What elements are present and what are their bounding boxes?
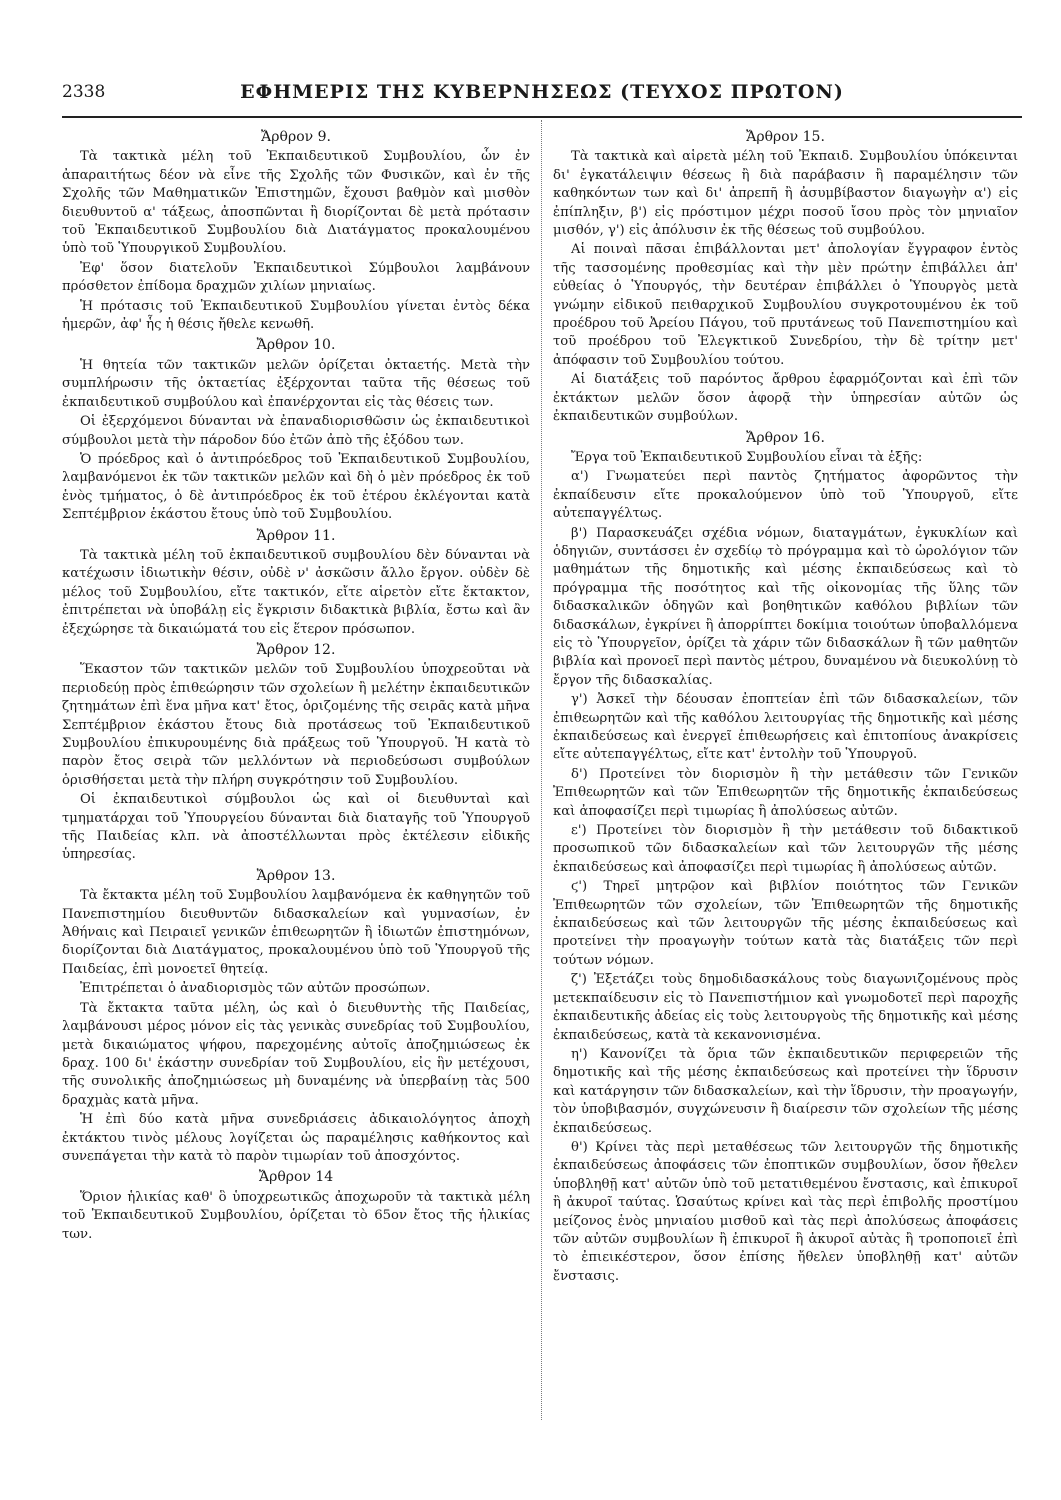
article-9-paragraph: Τὰ τακτικὰ μέλη τοῦ Ἐκπαιδευτικοῦ Συμβουλίου, ὧν ἐν ἀπαραιτήτως δέον νὰ εἶνε τῆς Σχολῆς τῶν Φυσικῶν, καὶ ἐν τῆς Σχολῆς τῶν Μαθηματικῶν Ἐπιστημῶν, ἔχουσι βαθμὸν καὶ μισθὸν διευθυντοῦ α' τάξεως, ἀποσπῶνται ἢ διορίζονται δὲ μετὰ πρότασιν τοῦ Ἐκπαιδευτικοῦ Συμβουλίου διὰ Διατάγματος προκαλουμένου ὑπὸ τοῦ Ὑπουργικοῦ Συμβουλίου. bbox=[62, 149, 530, 257]
article-12-paragraph: Ἕκαστον τῶν τακτικῶν μελῶν τοῦ Συμβουλίου ὑποχρεοῦται νὰ περιοδεύῃ πρὸς ἐπιθεώρησιν τῶν σχολείων ἢ μελέτην ἐκπαιδευτικῶν ζητημάτων ἐπὶ ἕνα μῆνα κατ' ἔτος, ὁριζομένης τῆς σειρᾶς κατὰ μῆνα Σεπτέμβριον ἑκάστου ἔτους διὰ προτάσεως τοῦ Ἐκπαιδευτικοῦ Συμβουλίου ἐπικυρουμένης διὰ πράξεως τοῦ Ὑπουργοῦ. Ἡ κατὰ τὸ παρὸν ἔτος σειρὰ τῶν μελλόντων νὰ περιοδεύσωσι συμβούλων ὁρισθήσεται μετὰ τὴν πλήρη συγκρότησιν τοῦ Συμβουλίου. bbox=[62, 662, 530, 788]
article-16-item-d: δ') Προτείνει τὸν διορισμὸν ἢ τὴν μετάθεσιν τῶν Γενικῶν Ἐπιθεωρητῶν καὶ τῶν Ἐπιθεωρητῶν τῆς δημοτικῆς ἐκπαιδεύσεως καὶ ἀποφασίζει περὶ τιμωρίας ἢ ἀπολύσεως αὐτῶν. bbox=[553, 766, 1018, 819]
article-12-paragraph: Οἱ ἐκπαιδευτικοὶ σύμβουλοι ὡς καὶ οἱ διευθυνταὶ καὶ τμηματάρχαι τοῦ Ὑπουργείου δύνανται διὰ διαταγῆς τοῦ Ὑπουργοῦ τῆς Παιδείας κλπ. νὰ ἀποστέλλωνται πρὸς ἐκτέλεσιν εἰδικῆς ὑπηρεσίας. bbox=[62, 792, 530, 863]
header-rule bbox=[62, 116, 1022, 118]
article-15-paragraph: Αἱ διατάξεις τοῦ παρόντος ἄρθρου ἐφαρμόζονται καὶ ἐπὶ τῶν ἐκτάκτων μελῶν ὅσον ἀφορᾷ τὴν ὑπηρεσίαν αὐτῶν ὡς ἐκπαιδευτικῶν συμβούλων. bbox=[553, 372, 1018, 425]
article-10-paragraph: Ὁ πρόεδρος καὶ ὁ ἀντιπρόεδρος τοῦ Ἐκπαιδευτικοῦ Συμβουλίου, λαμβανόμενοι ἐκ τῶν τακτικῶν μελῶν καὶ δὴ ὁ μὲν πρόεδρος ἐκ τοῦ ἑνὸς τμήματος, ὁ δὲ ἀντιπρόεδρος ἐκ τοῦ ἑτέρου ἐκλέγονται κατὰ Σεπτέμβριον ἑκάστου ἔτους ὑπὸ τοῦ Συμβουλίου. bbox=[62, 451, 530, 523]
column-divider bbox=[541, 120, 542, 1420]
article-13-paragraph: Τὰ ἔκτακτα ταῦτα μέλη, ὡς καὶ ὁ διευθυντὴς τῆς Παιδείας, λαμβάνουσι μέρος μόνον εἰς τὰς γενικὰς συνεδρίας τοῦ Συμβουλίου, μετὰ δικαιώματος ψήφου, παρεχομένης αὐτοῖς ἀποζημιώσεως ἐκ δραχ. 100 δι' ἑκάστην συνεδρίαν τοῦ Συμβουλίου, εἰς ἣν μετέχουσι, τῆς συνολικῆς ἀποζημιώσεως μὴ δυναμένης νὰ ὑπερβαίνῃ τὰς 500 δραχμὰς κατὰ μῆνα. bbox=[62, 1000, 530, 1108]
article-10-paragraph: Οἱ ἐξερχόμενοι δύνανται νὰ ἐπαναδιορισθῶσιν ὡς ἐκπαιδευτικοὶ σύμβουλοι μετὰ τὴν πάροδον δύο ἐτῶν ἀπὸ τῆς ἐξόδου των. bbox=[62, 414, 530, 448]
right-column bbox=[553, 126, 1018, 1287]
article-13-paragraph: Τὰ ἔκτακτα μέλη τοῦ Συμβουλίου λαμβανόμενα ἐκ καθηγητῶν τοῦ Πανεπιστημίου διευθυντῶν διδασκαλείων καὶ γυμνασίων, ἐν Ἀθήναις καὶ Πειραιεῖ γενικῶν ἐπιθεωρητῶν ἢ ἰδιωτῶν ἐπιστημόνων, διορίζονται διὰ Διατάγματος, προκαλουμένου ὑπὸ τοῦ Ὑπουργοῦ τῆς Παιδείας, ἐπὶ μονοετεῖ θητείᾳ. bbox=[62, 888, 530, 977]
article-10-paragraph: Ἡ θητεία τῶν τακτικῶν μελῶν ὁρίζεται ὀκταετής. Μετὰ τὴν συμπλήρωσιν τῆς ὀκταετίας ἐξέρχονται ταῦτα τῆς θέσεως τοῦ ἐκπαιδευτικοῦ συμβούλου καὶ ἐπανέρχονται εἰς τὰς θέσεις των. bbox=[62, 357, 530, 410]
article-11-paragraph: Τὰ τακτικὰ μέλη τοῦ ἐκπαιδευτικοῦ συμβουλίου δὲν δύνανται νὰ κατέχωσιν ἰδιωτικὴν θέσιν, οὐδὲ ν' ἀσκῶσιν ἄλλο ἔργον. οὐδὲν δὲ μέλος τοῦ Συμβουλίου, εἴτε τακτικόν, εἴτε αἱρετὸν εἴτε ἔκτακτον, ἐπιτρέπεται νὰ ὑποβάλῃ εἰς ἔγκρισιν διδακτικὰ βιβλία, ἔστω καὶ ἂν ἐξεχώρησε τὰ δικαιώματά του εἰς ἕτερον πρόσωπον. bbox=[62, 547, 530, 637]
article-14-title: Ἄρθρον 14 bbox=[258, 1169, 334, 1186]
article-16-item-a: α') Γνωματεύει περὶ παντὸς ζητήματος ἀφορῶντος τὴν ἐκπαίδευσιν εἴτε προκαλούμενον ὑπὸ τοῦ Ὑπουργοῦ, εἴτε αὐτεπαγγέλτως. bbox=[553, 469, 1018, 522]
article-16-title: Ἄρθρον 16. bbox=[746, 429, 825, 446]
article-13-title: Ἄρθρον 13. bbox=[256, 867, 336, 884]
article-16-item-e: ε') Προτείνει τὸν διορισμὸν ἢ τὴν μετάθεσιν τοῦ διδακτικοῦ προσωπικοῦ τῶν διδασκαλείων καὶ τῶν λειτουργῶν τῆς μέσης ἐκπαιδεύσεως καὶ ἀποφασίζει περὶ τιμωρίας ἢ ἀπολύσεως αὐτῶν. bbox=[553, 823, 1018, 875]
article-13-paragraph: Ἐπιτρέπεται ὁ ἀναδιορισμὸς τῶν αὐτῶν προσώπων. bbox=[80, 981, 431, 997]
article-16-item-c: γ') Ἀσκεῖ τὴν δέουσαν ἐποπτείαν ἐπὶ τῶν διδασκαλείων, τῶν ἐπιθεωρητῶν καὶ τῆς καθόλου λειτουργίας τῆς δημοτικῆς καὶ μέσης ἐκπαιδεύσεως καὶ ἐνεργεῖ ἐπιθεωρήσεις καὶ ἐπιτοπίους ἀνακρίσεις εἴτε αὐτεπαγγέλτως, εἴτε κατ' ἐντολὴν τοῦ Ὑπουργοῦ. bbox=[553, 692, 1018, 763]
article-16-item-th: θ') Κρίνει τὰς περὶ μεταθέσεως τῶν λειτουργῶν τῆς δημοτικῆς ἐκπαιδεύσεως ἀποφάσεις τῶν ἐποπτικῶν συμβουλίων, ὅσον ἤθελεν ὑποβληθῇ κατ' αὐτῶν ὑπὸ τοῦ μετατιθεμένου ἔνστασις, καὶ ἐπικυροῖ ἢ ἀκυροῖ ταύτας. Ὡσαύτως κρίνει καὶ τὰς περὶ ἐπιβολῆς προστίμου μείζονος ἑνὸς μηνιαίου μισθοῦ καὶ τὰς περὶ ἀπολύσεως ἀποφάσεις τῶν αὐτῶν συμβουλίων ἢ ἐπικυροῖ ἢ ἀκυροῖ αὐτὰς ἢ τροποποιεῖ ἐπὶ τὸ ἐπιεικέστερον, ὅσον ἐπίσης ἤθελεν ὑποβληθῇ κατ' αὐτῶν ἔνστασις. bbox=[553, 1139, 1018, 1284]
article-9-paragraph: Ἐφ' ὅσον διατελοῦν Ἐκπαιδευτικοὶ Σύμβουλοι λαμβάνουν πρόσθετον ἐπίδομα δραχμῶν χιλίων μηνιαίως. bbox=[62, 260, 530, 295]
article-15-paragraph: Αἱ ποιναὶ πᾶσαι ἐπιβάλλονται μετ' ἀπολογίαν ἔγγραφον ἐντὸς τῆς τασσομένης προθεσμίας καὶ τὴν μὲν πρώτην ἐπιβάλλει ἀπ' εὐθείας ὁ Ὑπουργός, τὴν δευτέραν ἐπιβάλλει ὁ Ὑπουργὸς μετὰ γνώμην εἰδικοῦ πειθαρχικοῦ Συμβουλίου συγκροτουμένου ἐκ τοῦ προέδρου τοῦ Ἀρείου Πάγου, τοῦ πρυτάνεως τοῦ Πανεπιστημίου καὶ τοῦ προέδρου τοῦ Ἐλεγκτικοῦ Συνεδρίου, τὴν δὲ τρίτην μετ' ἀπόφασιν τοῦ Συμβουλίου τούτου. bbox=[553, 242, 1018, 368]
page-header bbox=[62, 72, 1022, 112]
article-11-title: Ἄρθρον 11. bbox=[256, 527, 336, 544]
article-15-paragraph: Τὰ τακτικὰ καὶ αἱρετὰ μέλη τοῦ Ἐκπαιδ. Συμβουλίου ὑπόκεινται δι' ἐγκατάλειψιν θέσεως ἢ διὰ παράβασιν ἢ παραμέλησιν τῶν καθηκόντων των καὶ δι' ἀπρεπῆ ἢ ἀσυμβίβαστον διαγωγὴν α') εἰς ἐπίπληξιν, β') εἰς πρόστιμον μέχρι ποσοῦ ἴσου πρὸς τὸν μηνιαῖον μισθόν, γ') εἰς ἀπόλυσιν ἐκ τῆς θέσεως τοῦ συμβούλου. bbox=[553, 149, 1018, 239]
article-10-title: Ἄρθρον 10. bbox=[256, 337, 336, 354]
article-16-item-st: ϛ') Τηρεῖ μητρῷον καὶ βιβλίον ποιότητος τῶν Γενικῶν Ἐπιθεωρητῶν τῶν σχολείων, τῶν Ἐπιθεωρητῶν τῆς δημοτικῆς ἐκπαιδεύσεως καὶ τῶν λειτουργῶν τῆς μέσης ἐκπαιδεύσεως καὶ προτείνει τὴν προαγωγὴν τούτων κατὰ τὰς διατάξεις τῶν περὶ τούτων νόμων. bbox=[553, 879, 1018, 968]
article-9-paragraph: Ἡ πρότασις τοῦ Ἐκπαιδευτικοῦ Συμβουλίου γίνεται ἐντὸς δέκα ἡμερῶν, ἀφ' ἧς ἡ θέσις ἤθελε κενωθῆ. bbox=[62, 298, 530, 333]
article-15-title: Ἄρθρον 15. bbox=[746, 129, 825, 145]
article-14-paragraph: Ὅριον ἡλικίας καθ' ὃ ὑποχρεωτικῶς ἀποχωροῦν τὰ τακτικὰ μέλη τοῦ Ἐκπαιδευτικοῦ Συμβουλίου, ὁρίζεται τὸ 65ον ἔτος τῆς ἡλικίας των. bbox=[62, 1189, 530, 1242]
article-13-paragraph: Ἡ ἐπὶ δύο κατὰ μῆνα συνεδριάσεις ἀδικαιολόγητος ἀποχὴ ἐκτάκτου τινὸς μέλους λογίζεται ὡς παραμέλησις καθήκοντος καὶ συνεπάγεται τὴν κατὰ τὸ παρὸν τιμωρίαν τοῦ ἀποσχόντος. bbox=[62, 1112, 530, 1164]
page-number: 2338 bbox=[62, 82, 106, 102]
article-16-item-h: η') Κανονίζει τὰ ὅρια τῶν ἐκπαιδευτικῶν περιφερειῶν τῆς δημοτικῆς καὶ τῆς μέσης ἐκπαιδεύσεως καὶ προτείνει τὴν ἵδρυσιν καὶ κατάργησιν τῶν διδασκαλείων, καὶ τὴν ἵδρυσιν, τὴν προαγωγήν, τὸν ὑποβιβασμόν, συγχώνευσιν ἢ διαίρεσιν τῶν σχολείων τῆς μέσης ἐκπαιδεύσεως. bbox=[553, 1046, 1018, 1136]
running-title: ΕΦΗΜΕΡΙΣ ΤΗΣ ΚΥΒΕΡΝΗΣΕΩΣ (ΤΕΥΧΟΣ ΠΡΩΤΟΝ) bbox=[240, 81, 844, 103]
left-column bbox=[62, 126, 530, 1245]
article-9-title: Ἄρθρον 9. bbox=[261, 129, 331, 145]
article-12-title: Ἄρθρον 12. bbox=[256, 641, 336, 658]
article-16-item-z: ζ') Ἐξετάζει τοὺς δημοδιδασκάλους τοὺς διαγωνιζομένους πρὸς μετεκπαίδευσιν εἰς τὸ Πανεπιστήμιον καὶ γνωμοδοτεῖ περὶ παροχῆς ἐκπαιδευτικῆς ἀδείας εἰς τοὺς λειτουργοὺς τῆς δημοτικῆς καὶ μέσης ἐκπαιδεύσεως, κατὰ τὰ κεκανονισμένα. bbox=[553, 972, 1018, 1043]
article-16-item-b: β') Παρασκευάζει σχέδια νόμων, διαταγμάτων, ἐγκυκλίων καὶ ὁδηγιῶν, συντάσσει ἐν σχεδίῳ τὸ πρόγραμμα καὶ τὸ ὡρολόγιον τῶν μαθημάτων τῆς δημοτικῆς καὶ μέσης ἐκπαιδεύσεως καὶ τὸ πρόγραμμα τῆς ποσότητος καὶ τῆς οἰκονομίας τῆς ὕλης τῶν διδασκαλικῶν ὁδηγῶν καὶ βοηθητικῶν καθόλου βιβλίων τῶν διδασκάλων, ἐγκρίνει ἢ ἀπορρίπτει δοκίμια τοιούτων ὑποβαλλόμενα εἰς τὸ Ὑπουργεῖον, ὁρίζει τὰ χάριν τῶν διδασκάλων ἢ τῶν μαθητῶν βιβλία καὶ προνοεῖ περὶ παντὸς μέτρου, δυναμένου νὰ διευκολύνῃ τὸ ἔργον τῆς διδασκαλίας. bbox=[553, 525, 1018, 688]
article-16-intro: Ἔργα τοῦ Ἐκπαιδευτικοῦ Συμβουλίου εἶναι τὰ ἑξῆς: bbox=[571, 449, 923, 465]
